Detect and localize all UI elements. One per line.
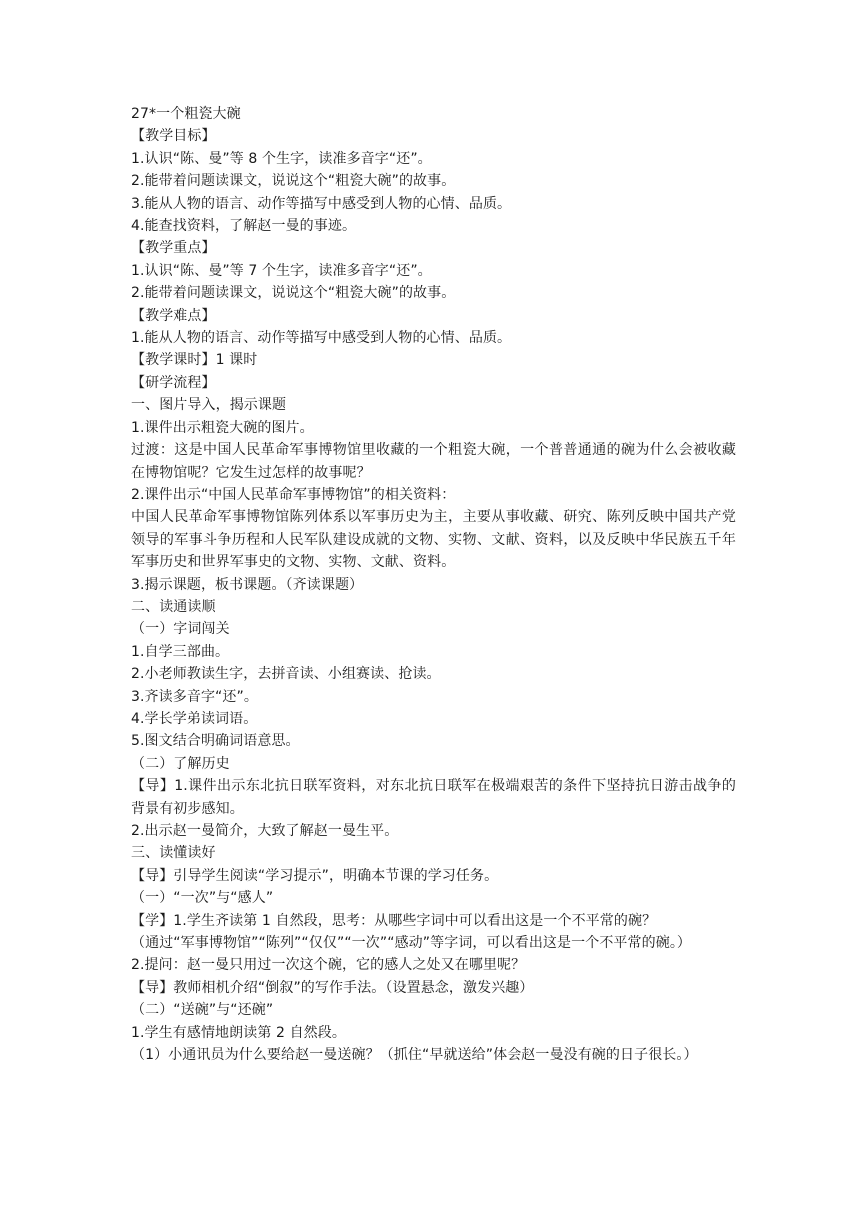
text-line: 二、读通读顺 bbox=[131, 598, 216, 615]
text-line: （通过“军事博物馆”“陈列”“仅仅”“一次”“感动”等字词，可以看出这是一个不平常的碗。） bbox=[131, 935, 692, 952]
text-line: 【教学课时】1 课时 bbox=[131, 352, 258, 369]
text-line: 2.出示赵一曼简介，大致了解赵一曼生平。 bbox=[131, 823, 399, 839]
text-line: 1.自学三部曲。 bbox=[131, 643, 230, 660]
text-line: 中国人民革命军事博物馆陈列体系以军事历史为主，主要从事收藏、研究、陈列反映中国共产党领导的军事斗争历程和人民军队建设成就的文物、实物、文献、资料，以及反映中华民族五千年军事历史和世界军事史的文物、实物、文献、资料。 bbox=[131, 509, 736, 571]
text-line: 【研学流程】 bbox=[131, 374, 216, 391]
text-line: 3.齐读多音字“还”。 bbox=[131, 688, 258, 705]
text-line: 2.能带着问题读课文，说说这个“粗瓷大碗”的故事。 bbox=[131, 285, 456, 302]
text-line: 2.提问：赵一曼只用过一次这个碗，它的感人之处又在哪里呢？ bbox=[131, 957, 526, 974]
document-page bbox=[131, 103, 736, 1066]
text-line: 【教学目标】 bbox=[131, 128, 216, 145]
text-line: 1.认识“陈、曼”等 8 个生字，读准多音字“还”。 bbox=[131, 150, 432, 167]
text-line: 1.认识“陈、曼”等 7 个生字，读准多音字“还”。 bbox=[131, 262, 432, 279]
text-line: （一）字词闯关 bbox=[131, 621, 230, 638]
text-line: 1.能从人物的语言、动作等描写中感受到人物的心情、品质。 bbox=[131, 330, 512, 347]
text-line: 3.揭示课题，板书课题。（齐读课题） bbox=[131, 576, 364, 593]
text-line: 4.学长学弟读词语。 bbox=[131, 710, 258, 727]
text-line: 1.学生有感情地朗读第 2 自然段。 bbox=[131, 1024, 346, 1041]
text-line: 1.课件出示粗瓷大碗的图片。 bbox=[131, 419, 314, 436]
text-line: 【学】1.学生齐读第 1 自然段，思考：从哪些字词中可以看出这是一个不平常的碗？ bbox=[131, 912, 657, 929]
text-line: （1）小通讯员为什么要给赵一曼送碗？（抓住“早就送给”体会赵一曼没有碗的日子很长。） bbox=[131, 1047, 698, 1064]
text-line: （二）“送碗”与“还碗” bbox=[131, 1002, 274, 1019]
text-line: 4.能查找资料，了解赵一曼的事迹。 bbox=[131, 218, 357, 235]
text-line: 一、图片导入，揭示课题 bbox=[131, 397, 287, 414]
text-line: 【导】教师相机介绍“倒叙”的写作手法。（设置悬念，激发兴趣） bbox=[131, 979, 534, 996]
text-line: （二）了解历史 bbox=[131, 755, 230, 772]
text-line: 5.图文结合明确词语意思。 bbox=[131, 733, 300, 750]
text-line: 【导】1.课件出示东北抗日联军资料，对东北抗日联军在极端艰苦的条件下坚持抗日游击战争的背景有初步感知。 bbox=[131, 778, 736, 817]
text-line: 3.能从人物的语言、动作等描写中感受到人物的心情、品质。 bbox=[131, 195, 512, 212]
text-line: 【教学难点】 bbox=[131, 307, 216, 324]
text-line: 2.小老师教读生字，去拼音读、小组赛读、抢读。 bbox=[131, 666, 441, 683]
document-body bbox=[131, 125, 736, 1066]
text-line: 【导】引导学生阅读“学习提示”，明确本节课的学习任务。 bbox=[131, 867, 499, 884]
document-title: 27*一个粗瓷大碗 bbox=[131, 106, 241, 122]
text-line: 三、读懂读好 bbox=[131, 845, 216, 862]
text-line: 2.能带着问题读课文，说说这个“粗瓷大碗”的故事。 bbox=[131, 173, 456, 190]
text-line: 过渡：这是中国人民革命军事博物馆里收藏的一个粗瓷大碗，一个普普通通的碗为什么会被收藏在博物馆呢？它发生过怎样的故事呢？ bbox=[131, 442, 736, 481]
text-line: 2.课件出示“中国人民革命军事博物馆”的相关资料： bbox=[131, 486, 456, 503]
text-line: 【教学重点】 bbox=[131, 240, 216, 257]
text-line: （一）“一次”与“感人” bbox=[131, 890, 274, 907]
